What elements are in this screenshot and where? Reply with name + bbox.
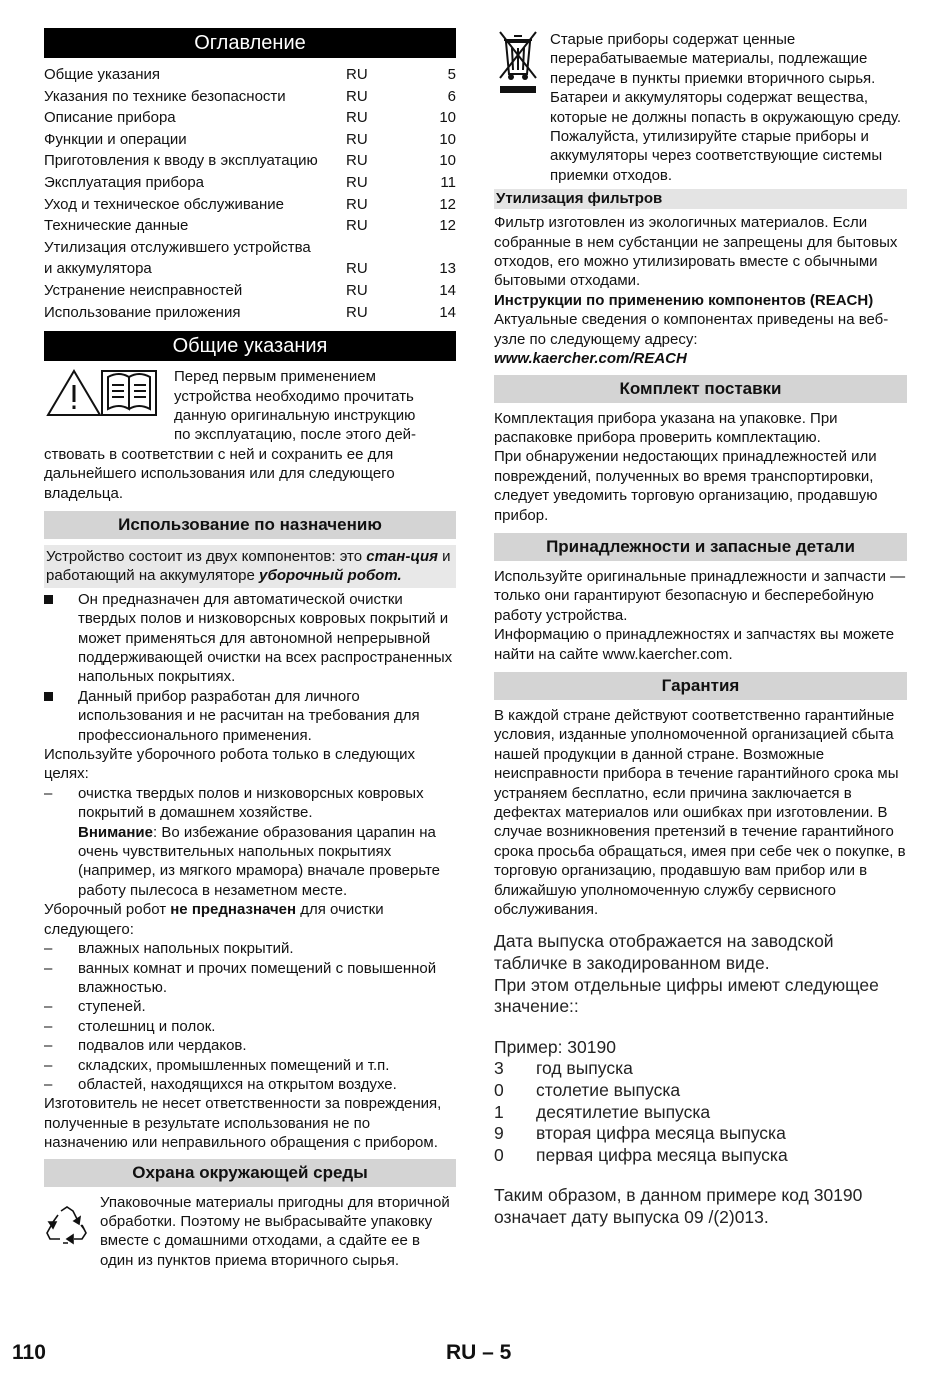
dash-text: подвалов или чердаков. <box>78 1037 247 1055</box>
not-text-part: Уборочный робот <box>44 901 171 919</box>
page-number: 110 <box>12 1341 46 1364</box>
toc-row-label: Общие указания <box>44 66 161 83</box>
manual-book-icon <box>102 371 156 415</box>
bullet-text: Он предназначен для автоматической очистки твердых полов и низковорсных ковровых покрытий и может применяться для автономной непрерывной поддерживающей очистки на всех распространенных напольных покрытиях. <box>78 590 453 686</box>
dash-text: влажных напольных покрытий. <box>78 940 294 958</box>
dash-bullet: – <box>44 940 53 958</box>
warranty-title: Гарантия <box>494 672 907 700</box>
toc-row-lang: RU <box>346 260 368 278</box>
toc-row[interactable] <box>44 129 456 151</box>
date-code-meaning: год выпуска <box>536 1058 633 1079</box>
date-code-block <box>494 931 907 1228</box>
date-code-intro-1: Дата выпуска отображается на заводской табличке в закодированном виде. <box>494 931 834 974</box>
liability-text: Изготовитель не несет ответственности за повреждения, полученные в результате использования не по назначению или неправильного обращения с прибором. <box>44 1095 442 1152</box>
dash-item <box>44 939 456 958</box>
warning-label: Внимание <box>78 823 153 841</box>
date-code-conclusion: Таким образом, в данном примере код 30190 означает дату выпуска 09 /(2)013. <box>494 1185 863 1227</box>
toc-row-page: 5 <box>447 66 456 83</box>
date-code-row <box>494 1145 907 1167</box>
toc-row-page: 13 <box>439 260 456 278</box>
bullet-text: Данный прибор разработан для личного использования и не расчитан на требования для профессионального применения. <box>78 687 420 744</box>
toc-row-lang: RU <box>346 66 368 83</box>
intro-line: данную оригинальную инструкцию <box>174 406 416 424</box>
warning-icons <box>44 367 162 423</box>
toc-row-page: 10 <box>439 152 456 170</box>
dash-text: столешниц и полок. <box>78 1017 216 1035</box>
date-code-digit: 0 <box>494 1144 504 1165</box>
intro-line: Перед первым применением <box>174 368 376 386</box>
toc-row[interactable] <box>44 172 456 194</box>
general-intro <box>44 367 456 503</box>
toc-row-page: 14 <box>439 281 456 299</box>
reach-url-link[interactable]: www.kaercher.com/REACH <box>494 350 687 368</box>
date-code-intro-2: При этом отдельные цифры имеют следующее значение:: <box>494 974 879 1017</box>
recycle-icon <box>44 1205 90 1247</box>
right-column <box>494 30 907 1229</box>
date-code-table <box>494 1058 907 1166</box>
old-devices-block <box>494 30 907 185</box>
accessories-title: Принадлежности и запасные детали <box>494 533 907 561</box>
dash-item <box>44 1075 456 1094</box>
toc-row-lang: RU <box>346 303 368 321</box>
filters-text: Фильтр изготовлен из экологичных материалов. Если собранные в нем субстанции не запрещены для бытовых отходов, его можно утилизировать вместе с обычными бытовыми отходами. <box>494 214 898 290</box>
toc-row[interactable] <box>44 150 456 172</box>
accessories-text-2: Информацию о принадлежностях и запчастях вы можете найти на сайте www.kaercher.com. <box>494 626 895 663</box>
crossed-bin-icon <box>498 30 538 96</box>
dash-bullet: – <box>44 998 53 1016</box>
date-code-row <box>494 1102 907 1124</box>
general-title: Общие указания <box>44 331 456 361</box>
warning-triangle-icon <box>44 367 162 419</box>
toc-title: Оглавление <box>44 28 456 58</box>
toc-row-lang: RU <box>346 173 368 191</box>
toc-row-lang: RU <box>346 195 368 213</box>
old-devices-text: Старые приборы содержат ценные перерабатываемые материалы, подлежащие передаче в пункты приемки вторичного сырья. Батареи и аккумуляторы содержат вещества, которые не должны попасть в окружающую среду. Пожалуйста, утилизируйте старые приборы и аккумуляторы через соответствующие системы приемки отходов. <box>550 31 901 184</box>
dash-text: очистка твердых полов и низковорсных ковровых покрытий в домашнем хозяйстве. <box>78 784 424 822</box>
dash-bullet: – <box>44 1056 53 1074</box>
dash-bullet: – <box>44 784 53 802</box>
toc-row-lang: RU <box>346 130 368 148</box>
toc-row-lang: RU <box>346 152 368 170</box>
date-code-example: Пример: 30190 <box>494 1036 616 1057</box>
toc-row-page: 12 <box>439 195 456 213</box>
toc-row[interactable] <box>44 280 456 302</box>
toc-row[interactable] <box>44 64 456 86</box>
use-for-text: Используйте уборочного робота только в следующих целях: <box>44 746 415 783</box>
shaded-text: Устройство состоит из двух компонентов: это <box>46 547 367 565</box>
environment-title: Охрана окружающей среды <box>44 1159 456 1187</box>
dash-text: областей, находящихся на открытом воздухе. <box>78 1075 397 1093</box>
intro-rest: ствовать в соответствии с ней и сохранить ее для дальнейшего использования или для следующего владельца. <box>44 445 395 502</box>
date-code-meaning: десятилетие выпуска <box>536 1101 711 1122</box>
dash-item <box>44 1036 456 1055</box>
date-code-row <box>494 1123 907 1145</box>
toc-row-label: и аккумулятора <box>44 260 152 278</box>
square-bullet-icon <box>44 595 53 604</box>
toc-row-page <box>416 237 456 259</box>
bullet-item <box>44 687 456 745</box>
date-code-meaning: столетие выпуска <box>536 1080 681 1100</box>
dash-text: ванных комнат и прочих помещений с повышенной влажностью. <box>78 959 437 996</box>
square-bullet-icon <box>44 692 53 701</box>
toc-row[interactable] <box>44 302 456 324</box>
reach-title: Инструкции по применению компонентов (REACH) <box>494 291 874 309</box>
toc-row[interactable] <box>44 107 456 129</box>
toc-row-lang: RU <box>346 281 368 299</box>
toc-row-lang: RU <box>346 87 368 105</box>
date-code-digit: 9 <box>494 1123 504 1144</box>
intended-use-title: Использование по назначению <box>44 511 456 539</box>
toc-row-label: Использование приложения <box>44 303 241 321</box>
toc-row-label: Устранение неисправностей <box>44 281 243 299</box>
not-intended-text <box>44 900 456 939</box>
scope-text-2: При обнаружении недостающих принадлежностей или повреждений, полученных во время транспортировки, следует уведомить торговую организацию, продавшую прибор. <box>494 448 878 524</box>
intended-use-shaded <box>44 545 456 588</box>
reach-text: Актуальные сведения о компонентах приведены на веб-узле по следующему адресу: <box>494 311 889 348</box>
toc-row-page: 11 <box>440 173 456 191</box>
intro-line: устройства необходимо прочитать <box>174 387 414 405</box>
date-code-meaning: первая цифра месяца выпуска <box>536 1144 788 1165</box>
scope-text-1: Комплектация прибора указана на упаковке. При распаковке прибора проверить комплектацию. <box>494 409 838 446</box>
station-term: стан-ция <box>366 547 439 565</box>
toc-row-page: 10 <box>439 109 456 127</box>
toc-row[interactable] <box>44 86 456 108</box>
warranty-text: В каждой стране действуют соответственно гарантийные условия, изданные уполномоченной организацией сбыта нашей продукции в данной стране. Возможные неисправности прибора в течение гарантийного срока мы устраняем бесплатно, если причина заключается в дефектах материалов или ошибках при изготовлении. В случае возникновения претензий в течение гарантийного срока просьба обращаться, имея при себе чек о покупке, в торговую организацию, продавшую вам прибор или в ближайшую уполномоченную службу сервисного обслуживания. <box>494 706 906 919</box>
date-code-digit: 1 <box>494 1101 504 1122</box>
toc-row-label: Описание прибора <box>44 109 176 127</box>
left-column <box>44 28 456 1270</box>
toc-row[interactable] <box>44 194 456 216</box>
warning-text: : Во избежание образования царапин на очень чувствительных напольных покрытиях (например, из мягкого мрамора) вначале проверьте работу пылесоса в незаметном месте. <box>78 823 441 899</box>
toc-row-page: 12 <box>439 217 456 235</box>
bullet-item <box>44 590 456 687</box>
toc-table <box>44 64 456 323</box>
toc-row-label: Приготовления к вводу в эксплуатацию <box>44 152 318 170</box>
intro-indented <box>174 367 456 445</box>
date-code-row <box>494 1058 907 1080</box>
accessories-text-1: Используйте оригинальные принадлежности и запчасти — только они гарантируют безопасную и бесперебойную работу устройства. <box>494 567 906 624</box>
section-page-label: RU – 5 <box>446 1341 512 1364</box>
date-code-meaning: вторая цифра месяца выпуска <box>536 1123 786 1144</box>
dash-item <box>44 997 456 1016</box>
dash-bullet: – <box>44 959 53 977</box>
dash-text: складских, промышленных помещений и т.п. <box>78 1056 390 1074</box>
not-intended-bold: не предназначен <box>170 901 297 919</box>
dash-bullet: – <box>44 1017 53 1035</box>
toc-row-lang <box>346 237 416 259</box>
dash-item <box>44 784 456 823</box>
shaded-text: и работающий на аккумуляторе <box>46 547 451 585</box>
date-code-digit: 3 <box>494 1058 504 1079</box>
dash-item <box>44 1017 456 1036</box>
toc-row-label: Утилизация отслужившего устройства <box>44 238 311 256</box>
date-code-digit: 0 <box>494 1080 504 1100</box>
toc-row-label: Указания по технике безопасности <box>44 87 286 105</box>
dash-item <box>44 959 456 998</box>
scope-title: Комплект поставки <box>494 375 907 403</box>
filters-title: Утилизация фильтров <box>494 189 907 209</box>
dash-text: ступеней. <box>78 998 146 1016</box>
not-text-part: для очистки следующего: <box>44 901 384 938</box>
intro-line: по эксплуатацию, после этого дей- <box>174 426 417 444</box>
toc-row-label: Функции и операции <box>44 130 187 148</box>
date-code-row <box>494 1080 907 1102</box>
packaging-block <box>44 1193 456 1271</box>
robot-term: уборочный робот. <box>259 567 402 585</box>
toc-row-lang: RU <box>346 109 368 127</box>
toc-row-label: Технические данные <box>44 217 189 235</box>
toc-row-label: Уход и техническое обслуживание <box>44 195 285 213</box>
dash-bullet: – <box>44 1037 53 1055</box>
toc-row-page: 14 <box>439 303 456 321</box>
toc-row[interactable] <box>44 237 456 259</box>
toc-row-page: 10 <box>439 130 456 148</box>
toc-row-lang: RU <box>346 217 368 235</box>
dash-item <box>44 1056 456 1075</box>
toc-row[interactable] <box>44 258 456 280</box>
not-intended-list <box>44 939 456 1094</box>
toc-row-label: Эксплуатация прибора <box>44 173 204 191</box>
warning-note <box>44 823 456 901</box>
packaging-text: Упаковочные материалы пригодны для вторичной обработки. Поэтому не выбрасывайте упаковку вместе с домашними отходами, а сдайте ее в один из пунктов приема вторичного сырья. <box>100 1193 450 1269</box>
dash-bullet: – <box>44 1075 53 1093</box>
toc-row-page: 6 <box>447 87 456 105</box>
toc-row[interactable] <box>44 215 456 237</box>
